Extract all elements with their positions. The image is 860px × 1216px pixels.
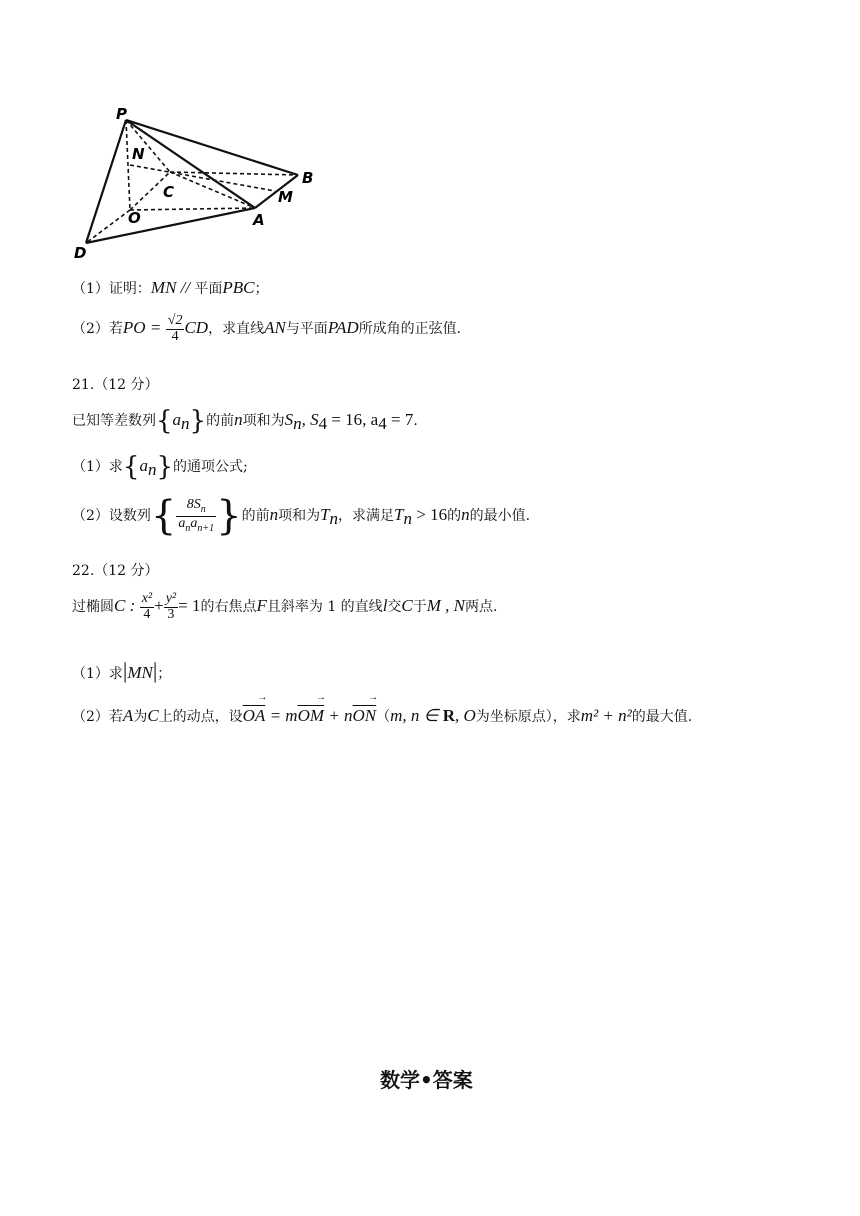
- label-B: B: [302, 169, 314, 187]
- q21-stem: 已知等差数列$\{a_n\}$的前n项和为$S_n$, $S_4 = 16$, $a_4 = 7$.: [72, 406, 418, 436]
- q21-part2: （2）设数列{ $\frac{8S_n}{a_na_{n+1}}$ }的前n项和为$T_n$，求满足$T_n > 16$的n的最小值.: [72, 493, 531, 539]
- label-M: M: [278, 188, 293, 206]
- label-P: P: [116, 105, 127, 123]
- q22-stem: 过椭圆C : $\frac{\text{x²}}{4}$ + $\frac{\text{y²}}{3}$ = 1的右焦点F且斜率为 1 的直线l交C于M , N两点.: [72, 591, 498, 622]
- q21-part1: （1）求$\{a_n\}$的通项公式;: [72, 452, 248, 482]
- label-O: O: [128, 209, 141, 227]
- q22-heading: 22.（12 分）: [72, 563, 159, 579]
- q20-part2: （2）若PO = $\frac{√2}{4}$ CD，求直线AN与平面PAD所成角的正弦值.: [72, 313, 462, 344]
- label-N: N: [132, 145, 145, 163]
- q22-part1: （1）求|MN|；: [72, 658, 172, 683]
- answer-title: 数学•答案: [380, 1068, 473, 1092]
- q21-heading: 21.（12 分）: [72, 377, 159, 393]
- label-D: D: [74, 244, 87, 262]
- label-A: A: [253, 211, 265, 229]
- label-C: C: [163, 183, 175, 201]
- q22-part2: （2）若A为C上的动点，设$\overline{OA}$ → = $m\overline{OM}$ → + $n\overline{ON} \to(m$, n ∈ R, O为坐标原点），求m² + n²的最大值.: [72, 706, 692, 726]
- pyramid-figure: [70, 105, 330, 265]
- q20-part1: （1）证明：MN // 平面PBC；: [72, 278, 269, 297]
